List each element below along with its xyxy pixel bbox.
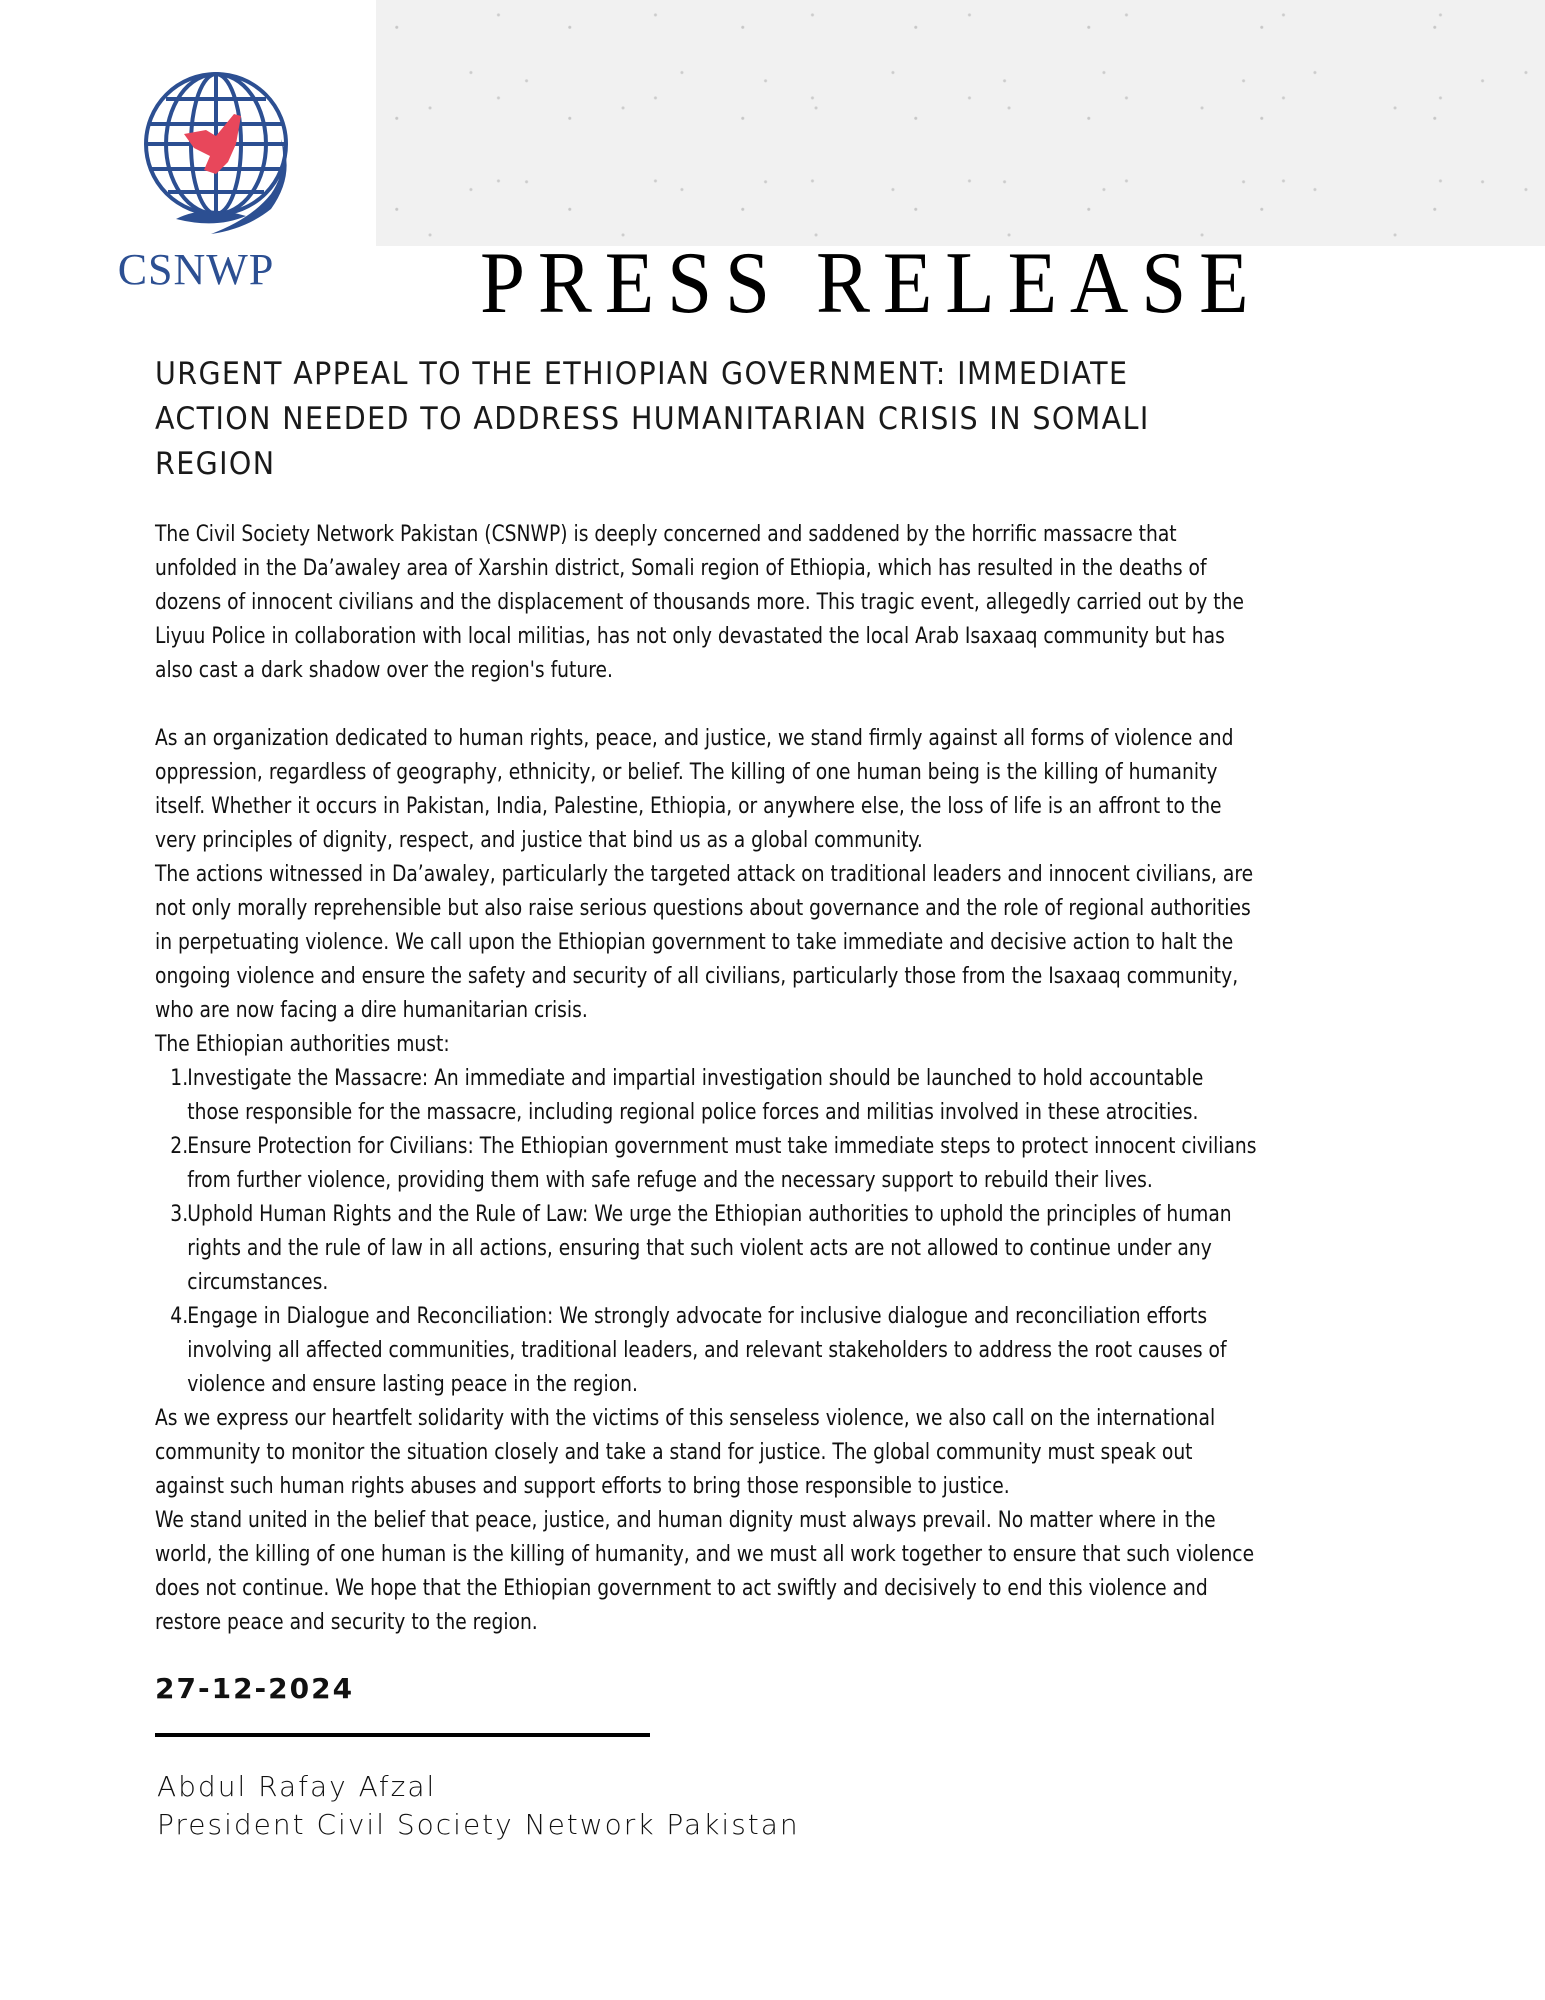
globe-dove-crescent-icon bbox=[76, 44, 306, 244]
paragraph-stance: As an organization dedicated to human rights, peace, and justice, we stand firmly against all forms of violence and oppression, regardless of geography, ethnicity, or belief. The killing of one human being is the killing of humanity itself. Whether it occurs in Pakistan, India, Palestine, Ethiopia, or anywhere else, the loss of life is an affront to the very principles of dignity, respect, and justice that bind us as a global community. bbox=[155, 726, 1234, 853]
list-item-text: Ensure Protection for Civilians: The Ethiopian government must take immediate steps to protect innocent civilians from further violence, providing them with safe refuge and the necessary support to rebuild their lives. bbox=[187, 1134, 1257, 1193]
paragraph-spacer bbox=[155, 688, 1260, 722]
paragraph-intro: The Civil Society Network Pakistan (CSNWP) is deeply concerned and saddened by the horrific massacre that unfolded in the Da’awaley area of Xarshin district, Somali region of Ethiopia, which has resulted in the deaths of dozens of innocent civilians and the displacement of thousands more. This tragic event, allegedly carried out by the Liyuu Police in collaboration with local militias, has not only devastated the local Arab Isaxaaq community but has also cast a dark shadow over the region's future. bbox=[155, 522, 1244, 683]
headline-line: REGION bbox=[155, 446, 276, 482]
list-number: 3. bbox=[170, 1202, 189, 1227]
signatory-name: Abdul Rafay Afzal bbox=[157, 1770, 437, 1803]
list-item bbox=[155, 1198, 1260, 1300]
release-date: 27-12-2024 bbox=[155, 1672, 355, 1705]
list-item bbox=[155, 1130, 1260, 1198]
paper-texture-banner bbox=[376, 0, 1545, 246]
paragraph-solidarity: As we express our heartfelt solidarity with the victims of this senseless violence, we also call on the international community to monitor the situation closely and take a stand for justice. The global community must speak out against such human rights abuses and support efforts to bring those responsible to justice. bbox=[155, 1406, 1216, 1499]
list-intro: The Ethiopian authorities must: bbox=[155, 1032, 450, 1057]
list-number: 4. bbox=[170, 1304, 189, 1329]
csnwp-logo bbox=[76, 44, 306, 304]
headline-line: ACTION NEEDED TO ADDRESS HUMANITARIAN CRISIS IN SOMALI bbox=[155, 401, 1150, 437]
page-title: PRESS RELEASE bbox=[480, 235, 1262, 332]
paragraph-call: The actions witnessed in Da’awaley, particularly the targeted attack on traditional leaders and innocent civilians, are not only morally reprehensible but also raise serious questions about governance and the role of regional authorities in perpetuating violence. We call upon the Ethiopian government to take immediate and decisive action to halt the ongoing violence and ensure the safety and security of all civilians, particularly those from the Isaxaaq community, who are now facing a dire humanitarian crisis. bbox=[155, 862, 1254, 1023]
list-item bbox=[155, 1062, 1260, 1130]
list-number: 1. bbox=[170, 1066, 189, 1091]
list-item-text: Engage in Dialogue and Reconciliation: We strongly advocate for inclusive dialogue and reconciliation efforts involving all affected communities, traditional leaders, and relevant stakeholders to address the root causes of violence and ensure lasting peace in the region. bbox=[187, 1304, 1227, 1397]
list-item bbox=[155, 1300, 1260, 1402]
list-number: 2. bbox=[170, 1134, 189, 1159]
press-release-body bbox=[155, 518, 1260, 1640]
list-item-text: Investigate the Massacre: An immediate and impartial investigation should be launched to hold accountable those responsible for the massacre, including regional police forces and militias involved in these atrocities. bbox=[187, 1066, 1204, 1125]
signature-line bbox=[155, 1733, 650, 1737]
logo-acronym: CSNWP bbox=[117, 245, 275, 294]
list-item-text: Uphold Human Rights and the Rule of Law: We urge the Ethiopian authorities to uphold the principles of human rights and the rule of law in all actions, ensuring that such violent acts are not allowed to continue under any circumstances. bbox=[187, 1202, 1232, 1295]
paragraph-closing: We stand united in the belief that peace, justice, and human dignity must always prevail. No matter where in the world, the killing of one human is the killing of humanity, and we must all work together to ensure that such violence does not continue. We hope that the Ethiopian government to act swiftly and decisively to end this violence and restore peace and security to the region. bbox=[155, 1508, 1255, 1635]
headline bbox=[155, 352, 1259, 487]
signatory-title: President Civil Society Network Pakistan bbox=[157, 1808, 800, 1841]
headline-line: URGENT APPEAL TO THE ETHIOPIAN GOVERNMENT: IMMEDIATE bbox=[155, 356, 1129, 392]
demands-list bbox=[155, 1062, 1260, 1402]
